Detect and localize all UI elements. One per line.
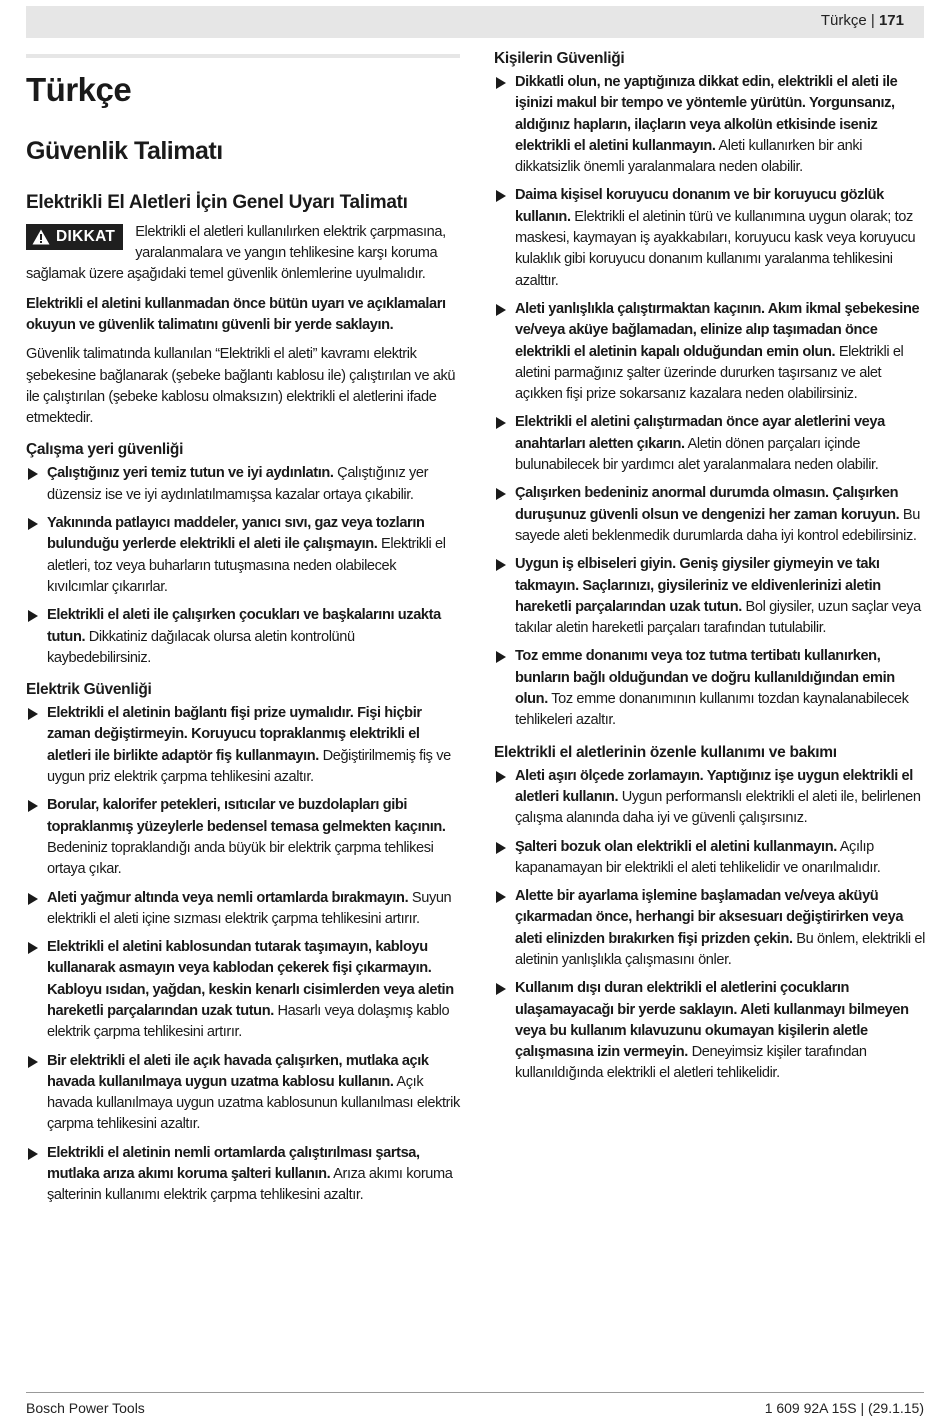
list-item-text [47,795,460,880]
list-item-text [515,766,926,830]
section-title: Güvenlik Talimatı [26,137,223,166]
section-heading: Kişilerin Güvenliği [494,50,625,67]
page-number: 171 [878,12,904,29]
list-item-bold: Elektrikli el aletini kablosundan tutarak taşımayın, kabloyu kullanarak asmayın veya kablodan çekerek fişi çıkarmayın. Kabloyu ısıdan, yağdan, keskin kenarlı cisimlerden veya aletin hareketli parçalarından uzak tutun. [47,939,454,1019]
list-item-detail: Uygun performanslı elektrikli el aleti ile, belirlenen çalışma alanında daha iyi ve güvenli çalışırsınız. [515,788,921,827]
left-sections [26,441,460,1206]
list-item-text [47,605,460,669]
list-item [26,463,460,506]
list-item-detail: Çalıştığınız yer düzensiz ise ve iyi aydınlatılmamışsa kazalar ortaya çıkabilir. [47,465,429,503]
page-header [26,6,924,38]
list-item-text [515,72,926,178]
list-item-bold: Şalteri bozuk olan elektrikli el aletini kullanmayın. [515,838,837,855]
definition-para: Güvenlik talimatında kullanılan “Elektrikli el aleti” kavramı elektrik şebekesine bağlanarak (şebeke bağlantı kablosu ile) çalıştırılan ve akü ile çalıştırılan (şebeke kablosu olmaksızın) elektrikli el aletlerini ifade etmektedir. [26,346,456,427]
bullet-triangle-icon [496,842,506,854]
list-item-bold: Elektrikli el aletinin nemli ortamlarda çalıştırılması şartsa, mutlaka arıza akımı koruma şalteri kullanın. [47,1144,420,1183]
list-item-detail: Aleti kullanırken bir anki dikkatsizlik önemli yaralanmalara neden olabilir. [515,137,863,176]
bullet-triangle-icon [28,610,38,622]
list-item-detail: Suyun elektrikli el aleti içine sızması elektrik çarpma tehlikesini artırır. [47,889,452,927]
list-item-detail: Açık havada kullanılmaya uygun uzatma kablosunun kullanılması elektrik çarpma tehlikesini azaltır. [47,1073,460,1133]
bullet-triangle-icon [28,1056,38,1068]
list-item-detail: Toz emme donanımının kullanımı tozdan kaynalanabilecek tehlikeleri azaltır. [515,691,909,729]
list-item-detail: Açılıp kapanamayan bir elektrikli el aleti tehlikelidir ve onarılmalıdır. [515,838,881,876]
list-item-detail: Bol giysiler, uzun saçlar veya takılar aletin hareketli parçaları tarafından tutulabilir. [515,598,921,637]
list-item-detail: Bu önlem, elektrikli el aletinin yanlışlıkla çalışmasını önler. [515,930,925,968]
list-item-detail: Değiştirilmemiş fiş ve uygun priz elektrik çarpma tehlikesini azaltır. [47,747,451,786]
list-item-detail: Arıza akımı koruma şalterinin kullanımı elektrik çarpma tehlikesini azaltır. [47,1166,453,1204]
bullet-triangle-icon [496,891,506,903]
list-item [26,795,460,880]
list-item-text [515,483,926,547]
bullet-triangle-icon [496,304,506,316]
list-item-bold: Uygun iş elbiseleri giyin. Geniş giysiler giymeyin ve takı takmayın. Saçlarınızı, giysileriniz ve eldivenlerinizi aletin hareketli parçalarından uzak tutun. [515,556,881,615]
list-item [494,886,926,971]
bullet-triangle-icon [496,983,506,995]
list-item-bold: Toz emme donanımı veya toz tutma tertibatı kullanırken, bunların bağlı olduğundan ve doğru kullanıldığından emin olun. [515,648,895,708]
bullet-triangle-icon [496,190,506,202]
list-item-detail: Dikkatiniz dağılacak olursa aletin kontrolünü kaybedebilirsiniz. [47,628,355,666]
list-item-bold: Borular, kalorifer petekleri, ısıtıcılar ve buzdolapları gibi topraklanmış yüzeylerle bedensel temasa gelmekten kaçının. [47,797,446,835]
list-item-bold: Aleti yağmur altında veya nemli ortamlarda bırakmayın. [47,889,409,906]
list-item [494,72,926,178]
list-item [26,513,460,598]
list-item-bold: Daima kişisel koruyucu donanım ve bir koruyucu gözlük kullanın. [515,187,884,225]
warning-text: Elektrikli el aletleri kullanılırken elektrik çarpmasına, yaralanmalara ve yangın tehlikesine karşı koruma sağlamak üzere aşağıdaki temel güvenlik önlemlerine uyulmalıdır. [26,223,446,283]
list-item-text [47,513,460,598]
section-heading: Elektrikli el aletlerinin özenle kullanımı ve bakımı [494,743,837,761]
language-title: Türkçe [26,71,132,108]
list-item-text [515,646,926,731]
list-item-bold: Aleti aşırı ölçede zorlamayın. Yaptığınız işe uygun elektrikli el aletleri kullanın. [515,767,913,805]
list-item-bold: Yakınında patlayıcı maddeler, yanıcı sıvı, gaz veya tozların bulunduğu yerlerde elektrikli el aleti ile çalışmayın. [47,515,425,553]
bullet-triangle-icon [496,417,506,429]
right-sections [494,50,926,1085]
list-item [494,412,926,476]
list-item [494,554,926,639]
list-item-text [47,463,460,506]
bullet-triangle-icon [28,518,38,530]
list-item-detail: Bedeniniz topraklandığı anda büyük bir elektrik çarpma tehlikesi ortaya çıkar. [47,839,434,878]
list-item-text [515,554,926,639]
header-language: Türkçe [820,12,867,29]
list-item-bold: Elektrikli el aletinin bağlantı fişi prize uymalıdır. Fişi hiçbir zaman değiştirmeyin. Koruyucu topraklanmış elektrikli el aletleri ile birlikte adaptör fiş kullanmayın. [47,705,422,764]
bullet-triangle-icon [496,488,506,500]
bullet-triangle-icon [496,559,506,571]
warning-triangle-icon [32,229,50,245]
list-item [494,837,926,880]
list-item-detail: Elektrikli el aletleri, toz veya buharların tutuşmasına neden olabilecek kıvılcımlar çıkarırlar. [47,536,446,595]
list-item [26,605,460,669]
bullet-triangle-icon [28,1148,38,1160]
list-item-detail: Hasarlı veya dolaşmış kablo elektrik çarpma tehlikesini artırır. [47,1003,450,1041]
list-item-bold: Elektrikli el aleti ile çalışırken çocukları ve başkalarını uzakta tutun. [47,607,441,645]
list-item-text [515,837,926,880]
list-item-text [47,937,460,1043]
list-item [494,646,926,731]
list-item [494,299,926,405]
list-item-text [47,888,460,931]
warning-badge-label: DIKKAT [56,227,116,245]
list-item-detail: Bu sayede aleti beklenmedik durumlarda daha iyi kontrol edebilirsiniz. [515,506,920,544]
footer-doc-id: 1 609 92A 15S | (29.1.15) [764,1400,924,1416]
list-item-text [515,185,926,291]
list-item-text [47,703,460,788]
header-label: Türkçe | 171 [820,12,904,29]
list-item-detail: Elektrikli el aletinin türü ve kullanımına uygun olarak; toz maskesi, kaymayan iş ayakkabıları, koruyucu kask veya koruyucu kulaklık gibi koruyucu donanım kullanımı yaralanma tehlikesini azalttır. [515,208,916,289]
warning-badge [26,224,123,250]
bullet-triangle-icon [496,771,506,783]
list-item-bold: Dikkatli olun, ne yaptığınıza dikkat edin, elektrikli el aleti ile işinizi makul bir tempo ve yöntemle yürütün. Yorgunsanız, aldığınız hapların, ilaçların veya alkolün etkisinde iseniz elektrikli el aletini kullanmayın. [515,74,898,154]
list-item [26,937,460,1043]
bullet-triangle-icon [496,651,506,663]
right-column [494,50,926,1092]
list-item-bold: Aleti yanlışlıkla çalıştırmaktan kaçının. Akım ikmal şebekesine ve/veya aküye bağlamadan, elinize alıp taşımadan önce elektrikli el aletinin kapalı olduğundan emin olun. [515,300,920,360]
list-item-text [515,978,926,1084]
bullet-triangle-icon [28,800,38,812]
list-item-bold: Çalıştığınız yeri temiz tutun ve iyi aydınlatın. [47,465,334,482]
bullet-triangle-icon [28,942,38,954]
list-item-bold: Çalışırken bedeniniz anormal durumda olmasın. Çalışırken duruşunuz güvenli olsun ve dengenizi her zaman koruyun. [515,485,900,523]
section-heading: Elektrik Güvenliği [26,681,152,699]
footer-brand: Bosch Power Tools [26,1400,145,1416]
list-item-text [515,886,926,971]
list-item [494,978,926,1084]
list-item-bold: Elektrikli el aletini çalıştırmadan önce ayar aletlerini veya anahtarları aletten çıkarın. [515,414,885,452]
top-rule [26,54,460,58]
footer-rule [26,1392,924,1393]
list-item-text [47,1051,460,1136]
list-item-text [515,412,926,476]
list-item [26,1143,460,1207]
bullet-triangle-icon [28,893,38,905]
list-item-bold: Alette bir ayarlama işlemine başlamadan ve/veya aküyü çıkarmadan önce, herhangi bir aksesuarı değiştirirken veya aleti elinizden bırakırken fişi prizden çekin. [515,888,904,947]
list-item-bold: Bir elektrikli el aleti ile açık havada çalışırken, mutlaka açık havada kullanılmaya uygun uzatma kablosu kullanın. [47,1052,429,1090]
list-item [26,888,460,931]
list-item [26,1051,460,1136]
list-item [494,483,926,547]
subsection-title: Elektrikli El Aletleri İçin Genel Uyarı Talimatı [26,191,408,213]
left-column [26,50,460,1214]
list-item-text [47,1143,460,1207]
list-item-text [515,299,926,405]
list-item-detail: Aletin dönen parçaları içinde bulunabilecek bir yardımcı alet yaralanmalara neden olabilir. [515,435,879,474]
section-heading: Çalışma yeri güvenliği [26,441,184,459]
bullet-triangle-icon [28,708,38,720]
bullet-triangle-icon [28,468,38,480]
list-item [26,703,460,788]
list-item [494,185,926,291]
warning-block [26,222,460,286]
list-item-bold: Kullanım dışı duran elektrikli el aletlerini çocukların ulaşamayacağı bir yerde saklayın. Aleti kullanmayı bilmeyen veya bu kullanım kılavuzunu okumayan kişilerin aletle çalışmasına izin vermeyin. [515,980,909,1061]
list-item-detail: Elektrikli el aletini parmağınız şalter üzerinde dururken taşırsanız ve alet açıkken fişi prize sokarsanız kazalara neden olabilirsiniz. [515,343,904,403]
list-item-detail: Deneyimsiz kişiler tarafından kullanıldığında elektrikli el aletleri tehlikelidir. [515,1044,867,1082]
read-instructions-para: Elektrikli el aletini kullanmadan önce bütün uyarı ve açıklamaları okuyun ve güvenlik talimatını güvenli bir yerde saklayın. [26,295,446,333]
list-item [494,766,926,830]
bullet-triangle-icon [496,77,506,89]
